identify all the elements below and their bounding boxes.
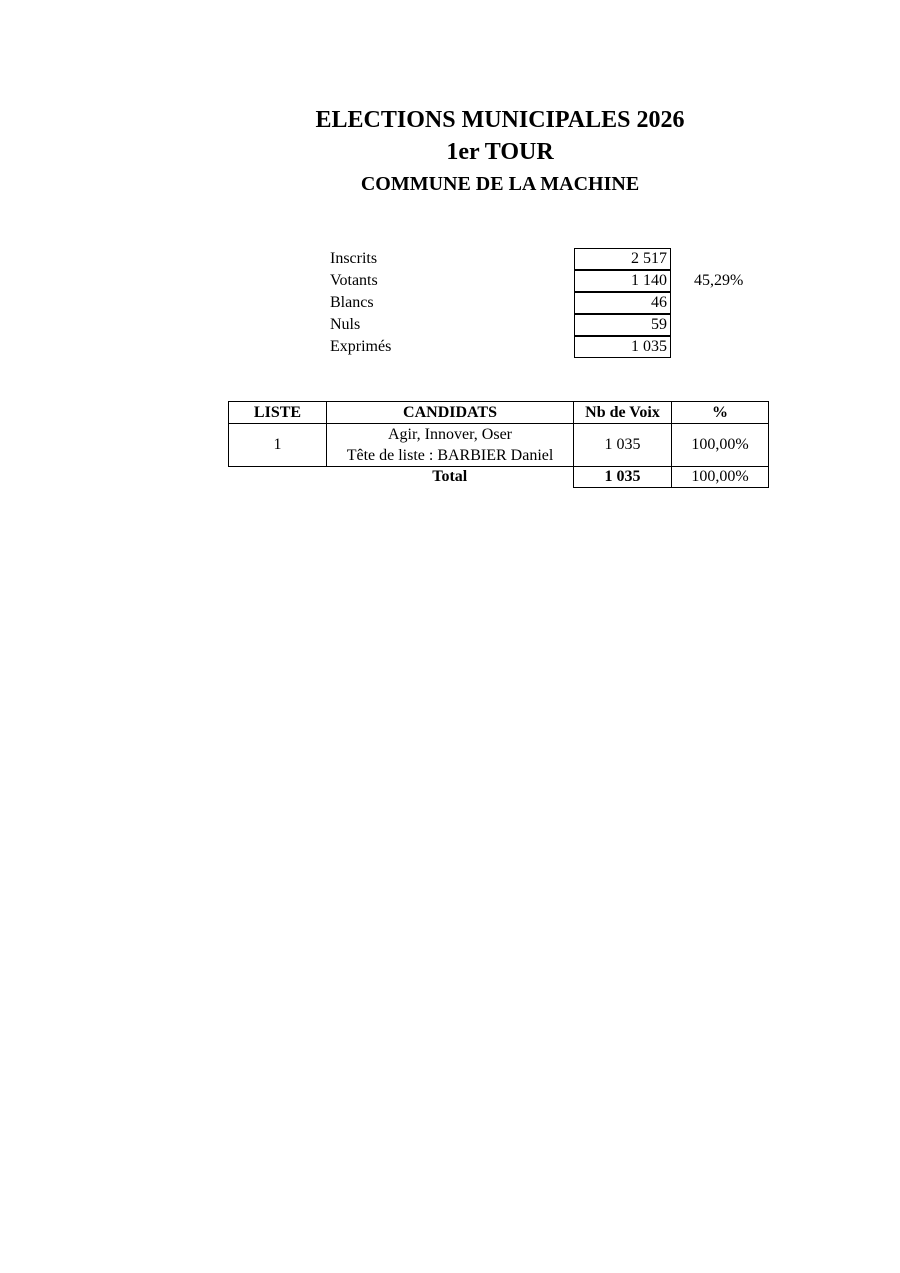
stat-value-inscrits: 2 517 xyxy=(574,248,671,270)
stat-value-exprimes: 1 035 xyxy=(574,336,671,358)
election-round: 1er TOUR xyxy=(446,139,554,165)
commune-name: COMMUNE DE LA MACHINE xyxy=(360,173,640,195)
header-pct: % xyxy=(672,402,769,424)
stat-label-exprimes: Exprimés xyxy=(330,338,392,355)
table-row xyxy=(229,424,769,467)
stat-value-nuls: 59 xyxy=(574,314,671,336)
stat-label-inscrits: Inscrits xyxy=(330,250,378,267)
stat-label-blancs: Blancs xyxy=(330,294,374,311)
candidate-cell xyxy=(327,424,574,467)
total-percentage: 100,00% xyxy=(672,467,769,488)
header-voix: Nb de Voix xyxy=(574,402,672,424)
total-votes: 1 035 xyxy=(574,467,672,488)
document-title: ELECTIONS MUNICIPALES 2026 xyxy=(315,107,685,133)
stat-value-votants: 1 140 xyxy=(574,270,671,292)
list-number: 1 xyxy=(229,424,327,467)
total-row xyxy=(229,467,769,488)
results-header-row xyxy=(229,402,769,424)
stat-label-votants: Votants xyxy=(330,272,378,289)
turnout-percentage: 45,29% xyxy=(694,272,744,289)
total-label: Total xyxy=(327,467,574,488)
vote-percentage: 100,00% xyxy=(672,424,769,467)
stat-label-nuls: Nuls xyxy=(330,316,361,333)
list-name: Agir, Innover, Oser xyxy=(387,426,512,443)
total-spacer xyxy=(229,467,327,488)
document-header xyxy=(0,108,900,202)
header-liste: LISTE xyxy=(229,402,327,424)
stat-value-blancs: 46 xyxy=(574,292,671,314)
header-candidats: CANDIDATS xyxy=(327,402,574,424)
vote-count: 1 035 xyxy=(574,424,672,467)
results-table xyxy=(228,401,769,488)
list-head: Tête de liste : BARBIER Daniel xyxy=(346,447,554,464)
